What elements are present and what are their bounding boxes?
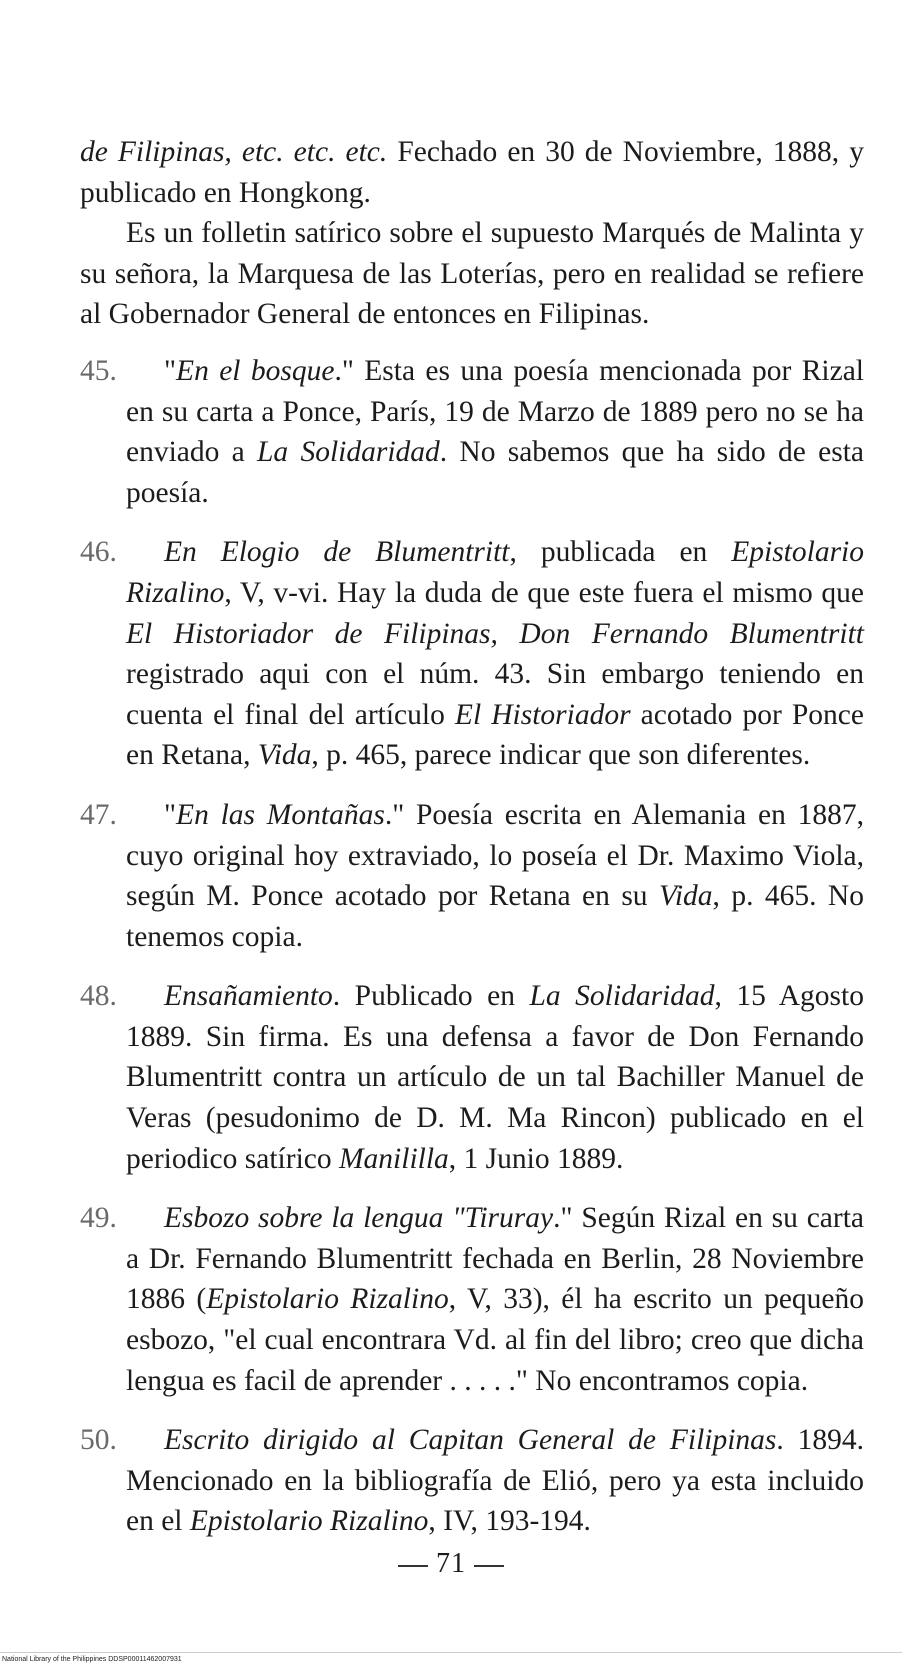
entry-italic-text: Epistolario Rizalino xyxy=(206,1283,449,1316)
entry-text: , publicada en xyxy=(509,536,732,569)
entry-text: ." Poesía escrita en Alemania en 1887, cuyo original hoy extraviado, lo poseía el Dr. Maximo Viola, según M. Ponce acotado por Retana en su xyxy=(126,798,864,913)
entry-italic-text: Epistolario Rizalino xyxy=(126,536,864,609)
bibliography-entry xyxy=(80,795,864,957)
entry-text: , p. 465, parece indicar que son diferentes. xyxy=(311,739,811,772)
entry-text: . 1894. Mencionado en la bibliografía de Elió, pero ya esta incluido en el xyxy=(126,1424,864,1538)
entry-italic-text: Vida xyxy=(257,739,312,772)
entry-list xyxy=(80,351,864,1542)
entry-number: 46. xyxy=(80,536,117,569)
entry-italic-text: Vida xyxy=(658,880,713,913)
entry-text: . Publicado en xyxy=(332,980,530,1013)
entry-text: ." Esta es una poesía mencionada por Rizal en su carta a Ponce, París, 19 de Marzo de 1889 pero no se ha enviado a xyxy=(126,354,864,469)
intro-italic: de Filipinas, etc. etc. etc. xyxy=(80,136,388,168)
entry-italic-text: El Historiador xyxy=(454,698,631,731)
entry-italic-text: La Solidaridad xyxy=(257,436,440,469)
entry-number: 45. xyxy=(80,354,117,387)
bibliography-entry xyxy=(80,532,864,776)
entry-text: , 1 Junio 1889. xyxy=(448,1142,624,1175)
entry-italic-text: Manililla xyxy=(338,1142,449,1175)
entry-italic-text: Epistolario Rizalino xyxy=(189,1505,429,1538)
entry-text: " xyxy=(164,354,177,387)
entry-italic-text: El Historiador de Filipinas, Don Fernando Blumentritt xyxy=(126,617,864,650)
page-number-footer xyxy=(0,1548,902,1580)
intro-continuation xyxy=(80,132,864,213)
bibliography-entry xyxy=(80,1198,864,1401)
entry-italic-text: Escrito dirigido al Capitan General de Filipinas xyxy=(164,1424,777,1457)
right-dash xyxy=(474,1565,504,1567)
entry-italic-text: La Solidaridad xyxy=(529,980,715,1013)
entry-italic-text: Esbozo sobre la lengua "Tiruray xyxy=(164,1202,554,1235)
entry-italic-text: En las Montañas xyxy=(176,798,385,831)
entry-text: , p. 465. No tenemos copia. xyxy=(126,880,864,953)
intro-text: Fechado en 30 de Noviembre, 1888, y publicado en Hongkong. xyxy=(80,136,864,209)
entry-text: , V, 33), él ha escrito un pequeño esbozo, "el cual encontrara Vd. al fin del libro; creo que dicha lengua es facil de aprender . . . . ." No encontramos copia. xyxy=(126,1283,865,1397)
entry-italic-text: En Elogio de Blumentritt xyxy=(164,536,510,569)
entry-text: . No sabemos que ha sido de esta poesía. xyxy=(126,436,864,509)
entry-italic-text: En el bosque xyxy=(176,354,335,387)
bibliography-entry xyxy=(80,351,864,513)
entry-number: 48. xyxy=(80,980,117,1013)
bibliography-entry xyxy=(80,976,864,1179)
entry-text: , V, v-vi. Hay la duda de que este fuera el mismo que xyxy=(224,576,864,609)
intro-paragraph: Es un folletin satírico sobre el supuesto Marqués de Malinta y su señora, la Marquesa de las Loterías, pero en realidad se refiere al Gobernador General de entonces en Filipinas. xyxy=(80,217,864,331)
left-dash xyxy=(398,1565,428,1567)
page-body xyxy=(80,132,864,1561)
entry-number: 47. xyxy=(80,798,117,831)
entry-text: registrado aqui con el núm. 43. Sin embargo teniendo en cuenta el final del artículo xyxy=(126,658,864,731)
page-number: 71 xyxy=(436,1548,466,1579)
scan-credit: National Library of the Philippines DDSP00011462007931 xyxy=(2,1656,182,1663)
entry-text: , 15 Agosto 1889. Sin firma. Es una defensa a favor de Don Fernando Blumentritt contra un artículo de un tal Bachiller Manuel de Veras (pesudonimo de D. M. Ma Rincon) publicado en el periodico satírico xyxy=(126,980,864,1175)
entry-text: ." Según Rizal en su carta a Dr. Fernando Blumentritt fechada en Berlin, 28 Noviembre 1886 ( xyxy=(126,1202,865,1316)
entry-number: 49. xyxy=(80,1202,117,1235)
entry-text: , IV, 193-194. xyxy=(428,1505,591,1538)
scan-edge xyxy=(0,1652,902,1653)
bibliography-entry xyxy=(80,1420,864,1542)
entry-text: acotado por Ponce en Retana, xyxy=(126,698,864,772)
entry-number: 50. xyxy=(80,1424,117,1457)
entry-text: " xyxy=(164,798,177,831)
entry-italic-text: Ensañamiento xyxy=(164,980,333,1013)
